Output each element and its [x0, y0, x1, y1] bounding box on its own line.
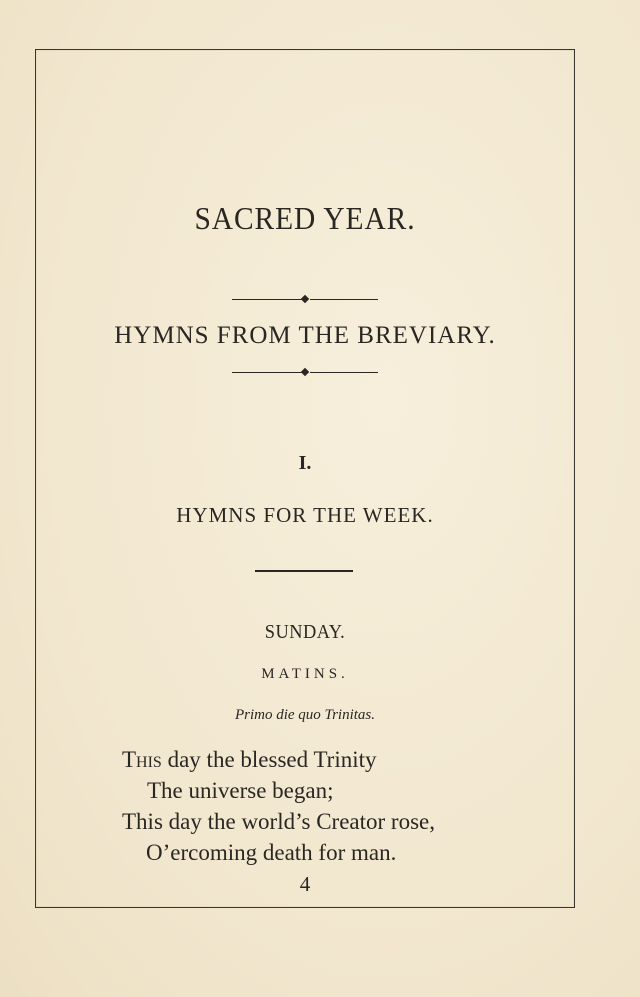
- rule-line-right: [310, 372, 378, 373]
- verse-line-text: This day the world’s Creator rose,: [122, 809, 435, 834]
- section-title: HYMNS FOR THE WEEK.: [176, 503, 434, 527]
- part-numeral: I.: [298, 452, 312, 474]
- page-number: 4: [299, 872, 311, 896]
- verse-line-1: [122, 747, 377, 773]
- diamond-ornament-icon: [301, 368, 309, 376]
- ornamental-rule-bottom: [232, 368, 378, 378]
- book-subtitle: HYMNS FROM THE BREVIARY.: [114, 322, 496, 349]
- rule-line-left: [232, 299, 302, 300]
- hymn-incipit: Primo die quo Trinitas.: [234, 707, 376, 723]
- verse-line-text: day the blessed Trinity: [161, 747, 377, 772]
- verse-initial-word: This: [122, 747, 162, 772]
- verse-line-3: [122, 809, 435, 835]
- hymn-day-heading: SUNDAY.: [264, 621, 346, 643]
- rule-line-left: [232, 372, 302, 373]
- plain-rule: [255, 570, 353, 572]
- verse-line-2: [147, 778, 333, 804]
- hymn-hour-heading: MATINS.: [261, 666, 349, 682]
- verse-line-text: O’ercoming death for man.: [146, 840, 397, 865]
- verse-line-4: [146, 840, 396, 866]
- diamond-ornament-icon: [301, 295, 309, 303]
- book-title: SACRED YEAR.: [194, 200, 416, 236]
- ornamental-rule-top: [232, 295, 378, 305]
- rule-line-right: [310, 299, 378, 300]
- verse-line-text: The universe began;: [147, 778, 334, 803]
